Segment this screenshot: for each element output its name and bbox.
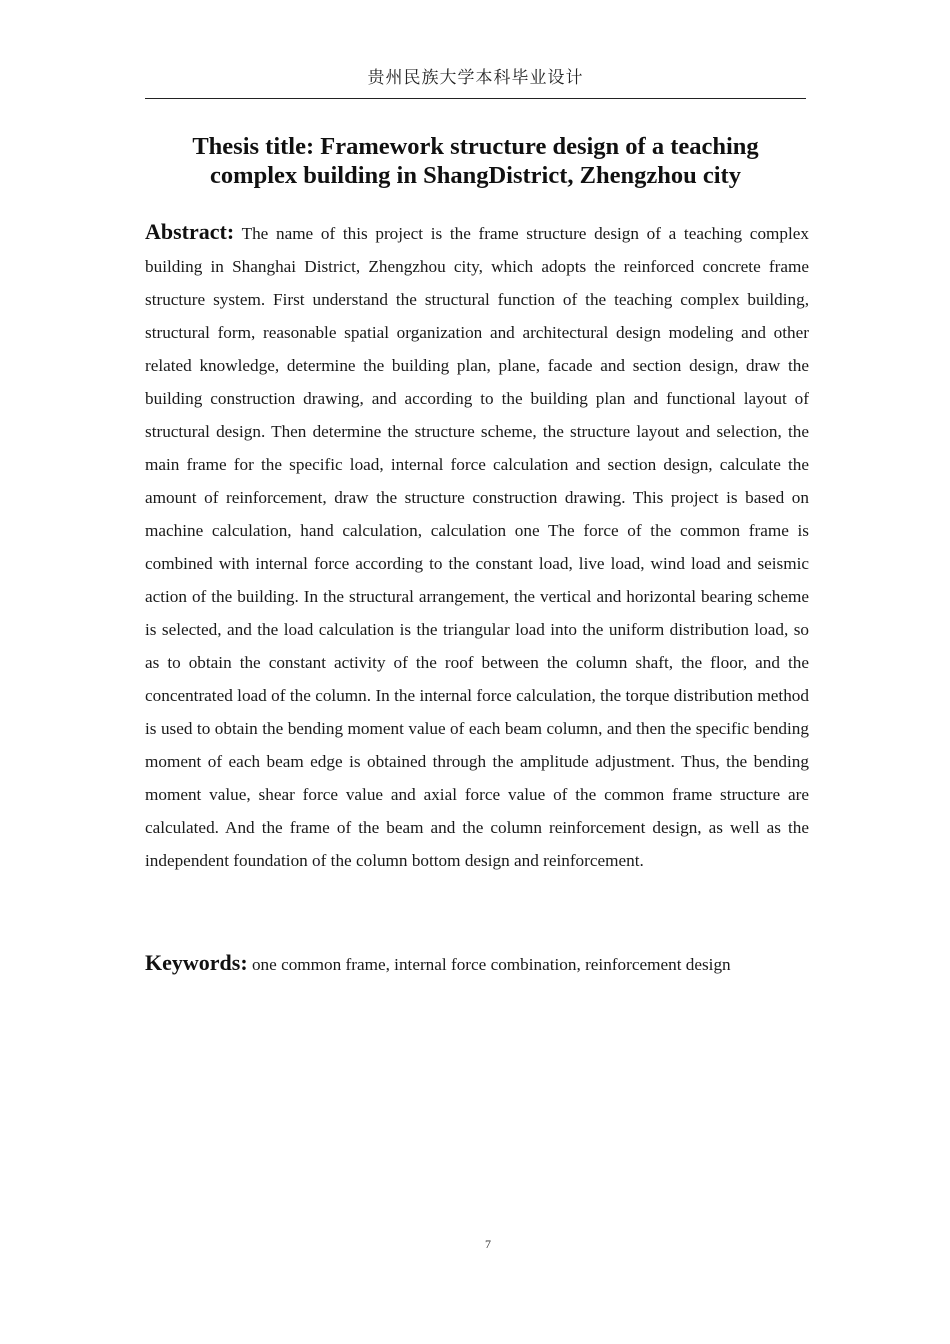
abstract-paragraph <box>145 215 809 877</box>
thesis-title <box>145 132 806 190</box>
keywords-paragraph <box>145 948 809 980</box>
keywords-body: one common frame, internal force combination, reinforcement design <box>251 955 731 974</box>
page-number: 7 <box>485 1237 491 1251</box>
abstract-label: Abstract: <box>145 219 235 244</box>
header-divider <box>145 98 806 99</box>
running-header: 贵州民族大学本科毕业设计 <box>367 68 584 88</box>
thesis-title-line-1: Thesis title: Framework structure design of a teaching <box>192 133 759 161</box>
keywords-label: Keywords: <box>145 950 248 975</box>
thesis-title-line-2: complex building in ShangDistrict, Zhengzhou city <box>210 162 741 190</box>
abstract-body: The name of this project is the frame structure design of a teaching complex building in Shanghai District, Zhengzhou city, which adopts the reinforced concrete frame structure system. First understand the structural function of the teaching complex building, structural form, reasonable spatial organization and architectural design modeling and other related knowledge, determine the building plan, plane, facade and section design, draw the building construction drawing, and according to the building plan and functional layout of structural design. Then determine the structure scheme, the structure layout and selection, the main frame for the specific load, internal force calculation and section design, calculate the amount of reinforcement, draw the structure construction drawing. This project is based on machine calculation, hand calculation, calculation one The force of the common frame is combined with internal force according to the constant load, live load, wind load and seismic action of the building. In the structural arrangement, the vertical and horizontal bearing scheme is selected, and the load calculation is the triangular load into the uniform distribution load, so as to obtain the constant activity of the roof between the column shaft, the floor, and the concentrated load of the column. In the internal force calculation, the torque distribution method is used to obtain the bending moment value of each beam column, and then the specific bending moment of each beam edge is obtained through the amplitude adjustment. Thus, the bending moment value, shear force value and axial force value of the common frame structure are calculated. And the frame of the beam and the column reinforcement design, as well as the independent foundation of the column bottom design and reinforcement. <box>145 224 809 870</box>
